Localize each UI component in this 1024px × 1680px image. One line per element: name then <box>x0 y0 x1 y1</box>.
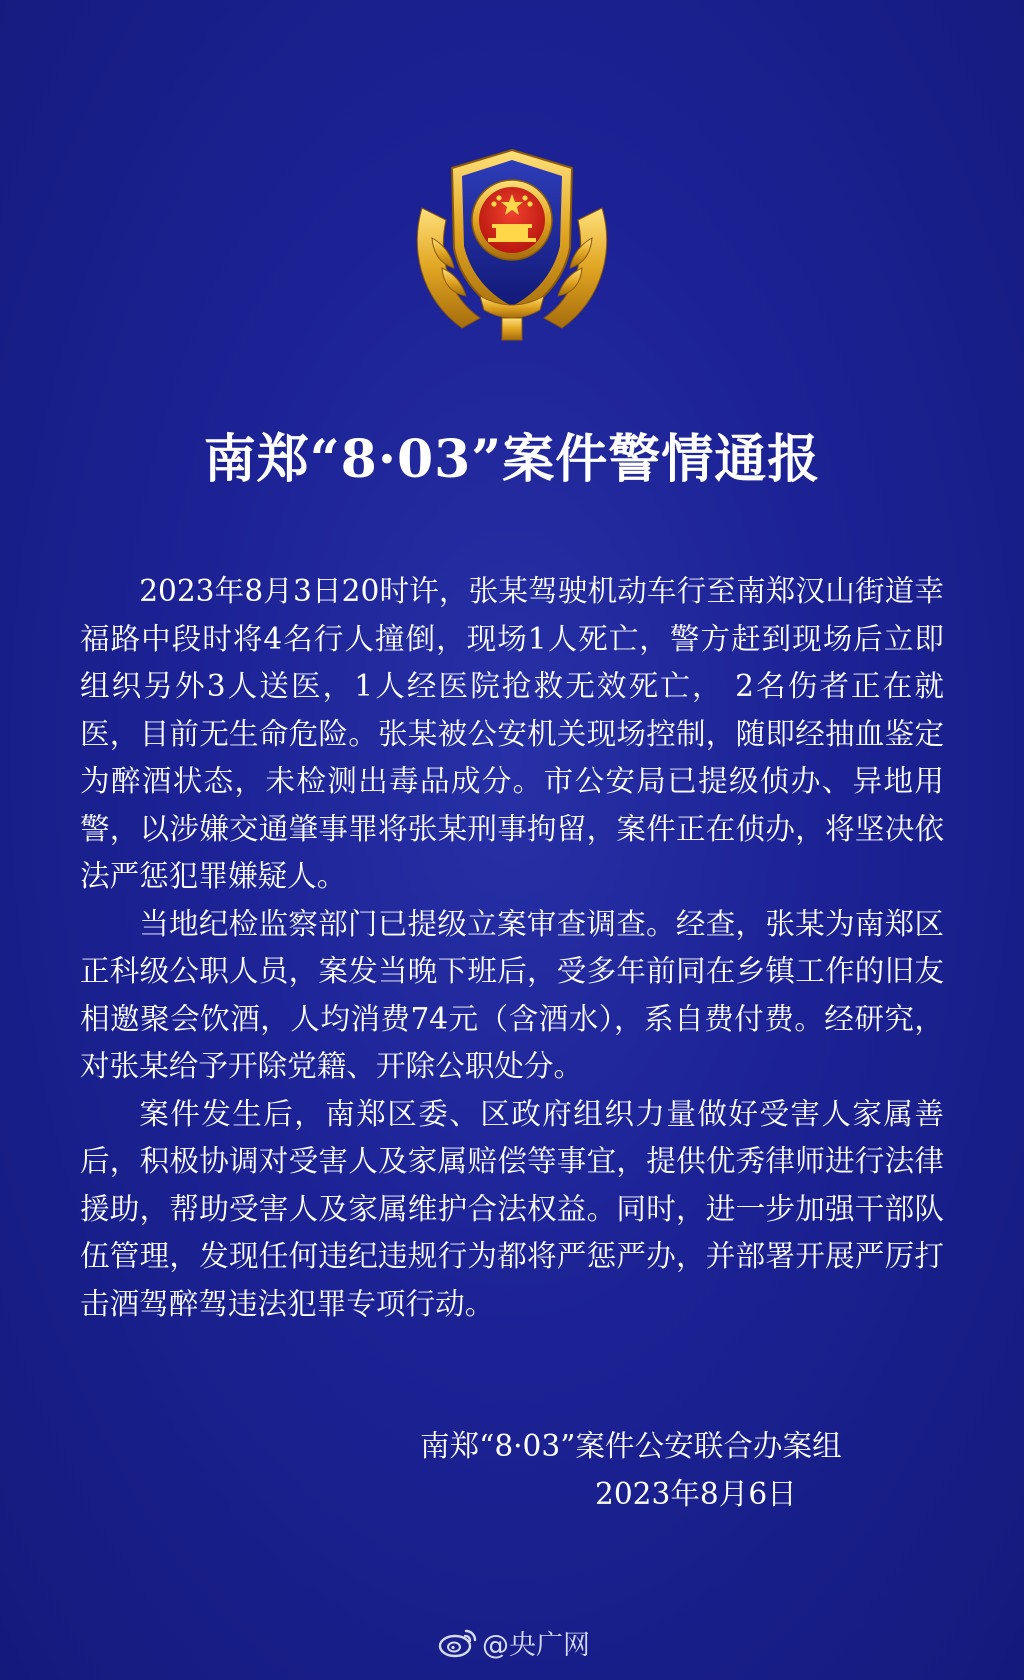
signature-date: 2023年8月6日 <box>595 1477 797 1511</box>
watermark-text: @央广网 <box>482 1629 590 1661</box>
police-emblem-icon <box>402 128 622 358</box>
weibo-icon <box>438 1625 478 1659</box>
paragraph-2: 当地纪检监察部门已提级立案审查调查。经查，张某为南郑区正科级公职人员，案发当晚下班后，受多年前同在乡镇工作的旧友相邀聚会饮酒，人均消费74元（含酒水），系自费付费。经研究，对张某给予开除党籍、开除公职处分。 <box>80 906 944 1083</box>
source-watermark <box>438 1622 590 1662</box>
paragraph-1: 2023年8月3日20时许，张某驾驶机动车行至南郑汉山街道幸福路中段时将4名行人撞倒，现场1人死亡，警方赶到现场后立即组织另外3人送医，1人经医院抢救无效死亡， 2名伤者正在就医，目前无生命危险。张某被公安机关现场控制，随即经抽血鉴定为醉酒状态，未检测出毒品成分。市公安局已提级侦办、异地用警，以涉嫌交通肇事罪将张某刑事拘留，案件正在侦办，将坚决依法严惩犯罪嫌疑人。 <box>80 574 944 893</box>
paragraph-3: 案件发生后，南郑区委、区政府组织力量做好受害人家属善后，积极协调对受害人及家属赔偿等事宜，提供优秀律师进行法律援助，帮助受害人及家属维护合法权益。同时，进一步加强干部队伍管理，发现任何违纪违规行为都将严惩严办，并部署开展严厉打击酒驾醉驾违法犯罪专项行动。 <box>80 1096 944 1321</box>
notice-body <box>80 568 944 1328</box>
notice-title: 南郑“8·03”案件警情通报 <box>203 429 821 490</box>
signature-unit: 南郑“8·03”案件公安联合办案组 <box>420 1429 842 1463</box>
